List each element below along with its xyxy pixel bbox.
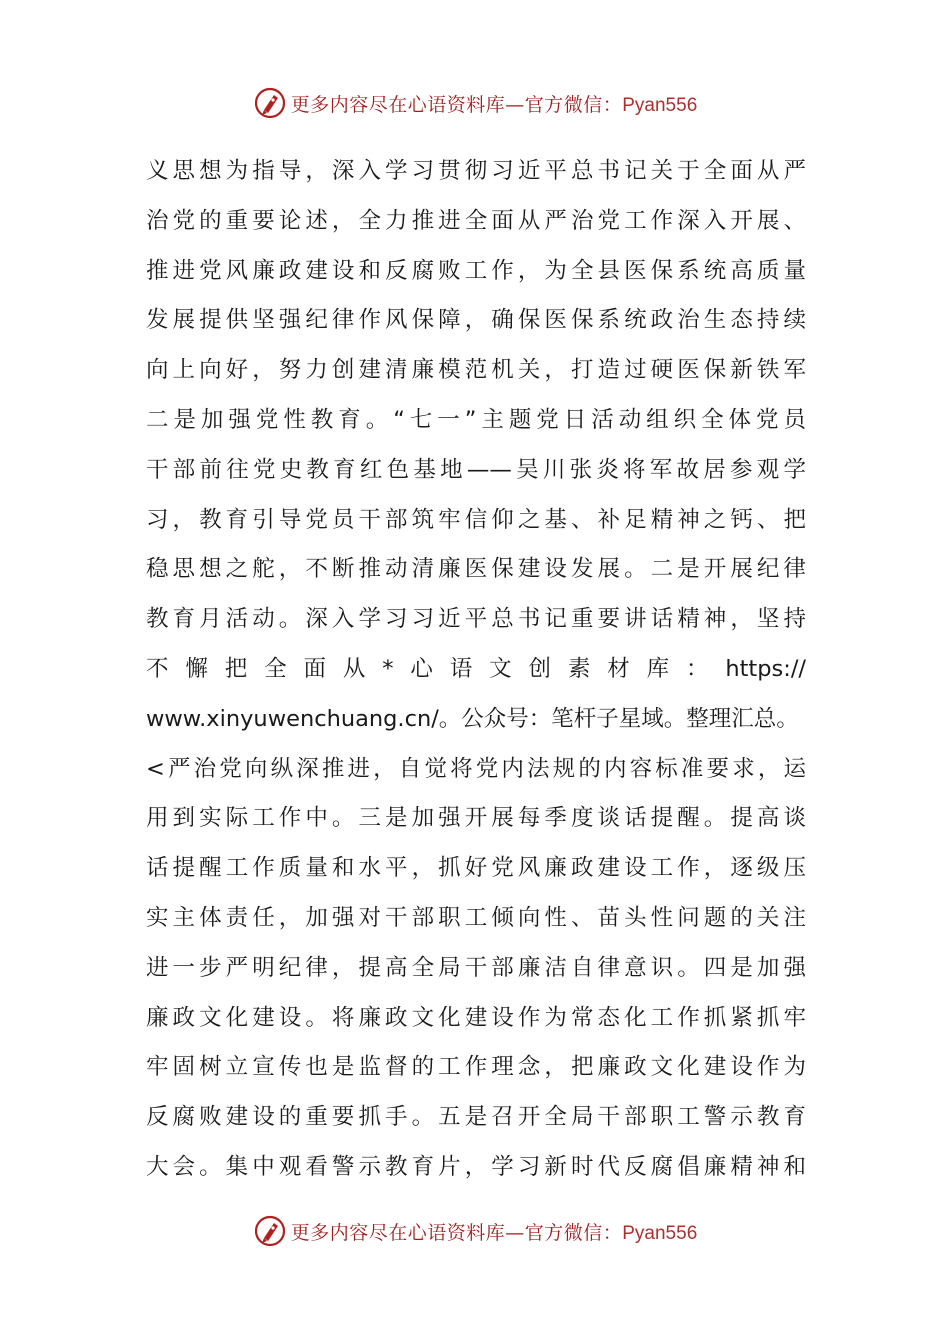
footer-wechat-id: Pyan556 <box>622 1222 698 1244</box>
body-line: 廉政文化建设。将廉政文化建设作为常态化工作抓紧抓牢 <box>146 1004 806 1031</box>
pen-nib-logo-icon <box>253 86 287 120</box>
header-text: 更多内容尽在心语资料库—官方微信：Pyan556 <box>290 93 698 116</box>
body-line: 教育月活动。深入学习习近平总书记重要讲话精神，坚持 <box>146 606 806 633</box>
body-line: 发展提供坚强纪律作风保障，确保医保系统政治生态持续 <box>146 307 806 334</box>
body-line: 话提醒工作质量和水平，抓好党风廉政建设工作，逐级压 <box>146 855 806 882</box>
body-line-source: 不懈把全面从*心语文创素材库：https:// <box>146 655 806 682</box>
body-line: 推进党风廉政建设和反腐败工作，为全县医保系统高质量 <box>146 257 806 284</box>
body-line: 治党的重要论述，全力推进全面从严治党工作深入开展、 <box>146 207 806 234</box>
footer-text: 更多内容尽在心语资料库—官方微信：Pyan556 <box>290 1221 698 1244</box>
body-line: 实主体责任，加强对干部职工倾向性、苗头性问题的关注 <box>146 904 806 931</box>
pen-nib-logo-icon <box>253 1214 287 1248</box>
body-line: 义思想为指导，深入学习贯彻习近平总书记关于全面从严 <box>146 158 806 184</box>
body-line: 稳思想之舵，不断推动清廉医保建设发展。二是开展纪律 <box>146 556 806 583</box>
body-line: 进一步严明纪律，提高全局干部廉洁自律意识。四是加强 <box>146 954 806 981</box>
body-line: 牢固树立宣传也是监督的工作理念，把廉政文化建设作为 <box>146 1054 806 1081</box>
body-line: 向上向好，努力创建清廉模范机关，打造过硬医保新铁军 <box>146 357 806 384</box>
body-line: 反腐败建设的重要抓手。五是召开全局干部职工警示教育 <box>146 1104 806 1131</box>
body-line: <严治党向纵深推进，自觉将党内法规的内容标准要求，运 <box>146 755 806 782</box>
header-banner <box>0 83 950 123</box>
body-line: 大会。集中观看警示教育片，学习新时代反腐倡廉精神和 <box>146 1153 806 1180</box>
body-line: 二是加强党性教育。“七一”主题党日活动组织全体党员 <box>146 406 806 433</box>
footer-banner <box>0 1211 950 1251</box>
body-line: 干部前往党史教育红色基地——吴川张炎将军故居参观学 <box>146 456 806 483</box>
body-line: 习，教育引导党员干部筑牢信仰之基、补足精神之钙、把 <box>146 506 806 533</box>
header-wechat-id: Pyan556 <box>622 94 698 116</box>
body-line: 用到实际工作中。三是加强开展每季度谈话提醒。提高谈 <box>146 805 806 832</box>
document-body <box>146 147 806 1193</box>
body-line-url: www.xinyuwenchuang.cn/。公众号：笔杆子星域。整理汇总。 <box>146 705 799 732</box>
